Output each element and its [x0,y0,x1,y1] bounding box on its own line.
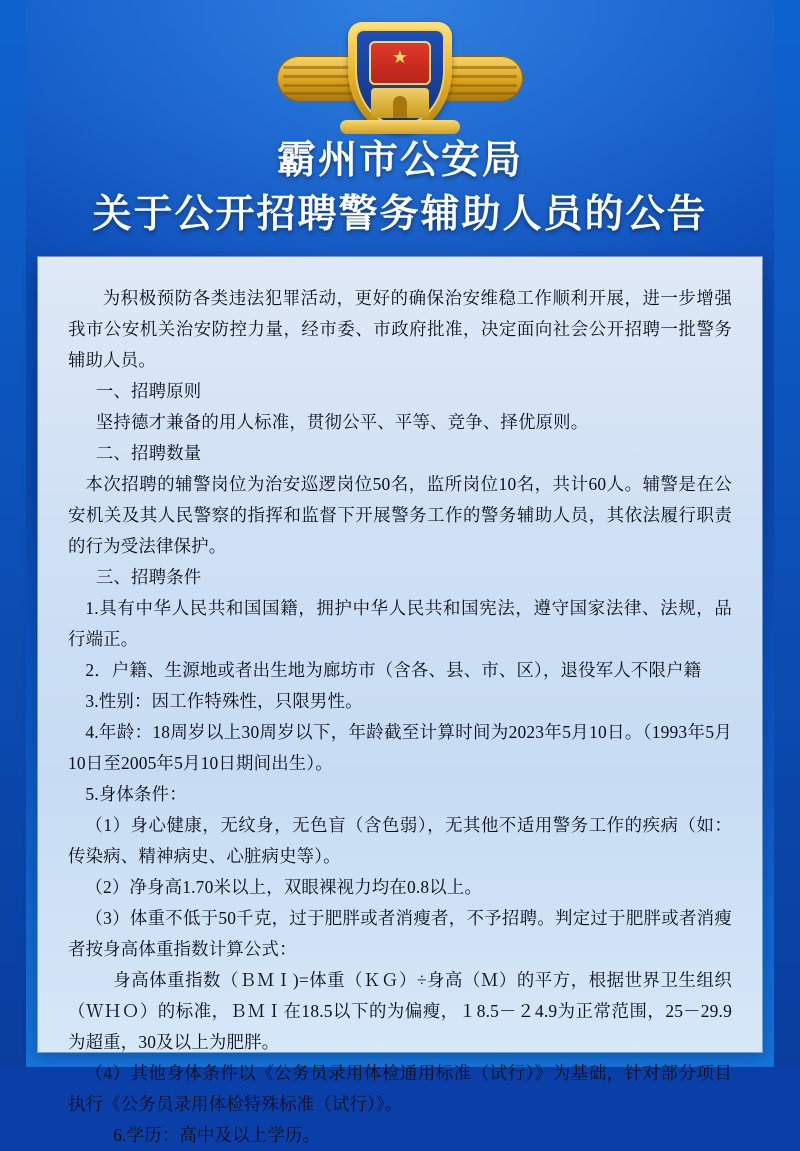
announcement-paragraphs [68,283,732,1151]
paragraph: 三、招聘条件 [95,567,202,587]
emblem-container [0,18,800,138]
paragraph: 6.学历：高中及以上学历。 [113,1125,321,1145]
paragraph: 二、招聘数量 [95,443,202,463]
title-line-2: 关于公开招聘警务辅助人员的公告 [92,193,708,236]
paragraph: 2．户籍、生源地或者出生地为廊坊市（含各、县、市、区），退役军人不限户籍 [85,660,702,680]
paragraph: 1.具有中华人民共和国国籍，拥护中华人民共和国宪法，遵守国家法律、法规，品行端正。 [68,598,732,649]
paragraph: 3.性别：因工作特殊性，只限男性。 [85,691,363,711]
paragraph: 本次招聘的辅警岗位为治安巡逻岗位50名，监所岗位10名，共计60人。辅警是在公安机关及其人民警察的指挥和监督下开展警务工作的警务辅助人员，其依法履行职责的行为受法律保护。 [68,474,732,556]
title-line-1: 霸州市公安局 [276,139,523,182]
star-icon: ★ [391,47,409,67]
paragraph: （2）净身高1.70米以上，双眼裸视力均在0.8以上。 [85,877,483,897]
tiananmen-gate-icon [371,88,429,118]
paragraph: 一、招聘原则 [95,381,202,401]
paragraph: 5.身体条件： [85,784,187,804]
paragraph: （1）身心健康，无纹身，无色盲（含色弱），无其他不适用警务工作的疾病（如：传染病、精神病史、心脏病史等）。 [68,815,732,866]
badge-shield-inner [355,29,445,126]
badge-ribbon [340,120,460,134]
paragraph: （3）体重不低于50千克，过于肥胖或者消瘦者，不予招聘。判定过于肥胖或者消瘦者按身高体重指数计算公式： [68,908,732,959]
page-title [40,135,760,243]
paragraph: 身高体重指数（ＢＭＩ)=体重（ＫＧ）÷身高（Ｍ）的平方，根据世界卫生组织（ＷＨＯ）的标准，ＢＭＩ在18.5以下的为偏瘦，１8.5－２4.9为正常范围，25－29.9为超重，30及以上为肥胖。 [68,970,732,1052]
paragraph: 坚持德才兼备的用人标准，贯彻公平、平等、竞争、择优原则。 [95,412,589,432]
announcement-body-panel [38,257,762,1145]
paragraph: 为积极预防各类违法犯罪活动，更好的确保治安维稳工作顺利开展，进一步增强我市公安机关治安防控力量，经市委、市政府批准，决定面向社会公开招聘一批警务辅助人员。 [68,288,732,370]
china-police-badge-icon [275,22,525,134]
paragraph: 4.年龄：18周岁以上30周岁以下，年龄截至计算时间为2023年5月10日。（1993年5月10日至2005年5月10日期间出生）。 [68,722,732,773]
badge-shield [348,22,452,134]
paragraph: （4）其他身体条件以《公务员录用体检通用标准（试行）》为基础，针对部分项目执行《公务员录用体检特殊标准（试行）》。 [68,1063,732,1114]
badge-red-field [369,41,431,85]
